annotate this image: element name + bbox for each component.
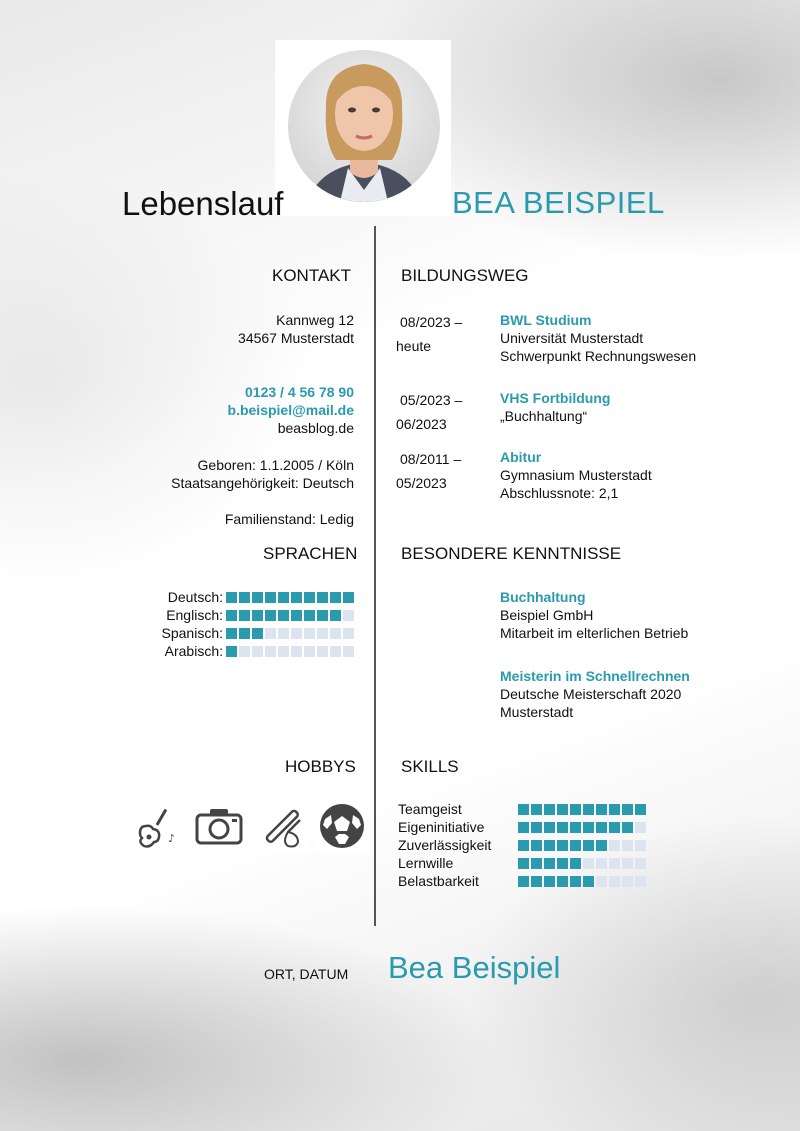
language-label: Arabisch: [164,643,223,659]
level-empty [317,646,328,657]
level-filled [583,840,594,851]
language-row [162,588,354,606]
level-filled [518,804,529,815]
level-filled [252,628,263,639]
skill-level-bar [518,858,646,869]
heading-hobbys: HOBBYS [285,757,356,776]
level-empty [635,840,646,851]
skill-row [398,800,646,818]
level-filled [622,822,633,833]
language-row [162,606,354,624]
level-filled [635,804,646,815]
skill-label: Belastbarkeit [398,873,479,889]
date-to: 05/2023 [396,475,447,491]
level-empty [622,858,633,869]
heading-skills: SKILLS [401,757,459,776]
skill-row [398,818,646,836]
knowledge-line2: Musterstadt [500,704,574,720]
skill-row [398,872,646,890]
education-line2: Schwerpunkt Rechnungswesen [500,348,697,364]
level-filled [304,610,315,621]
level-empty [596,858,607,869]
level-empty [343,628,354,639]
level-empty [239,646,250,657]
level-filled [557,804,568,815]
level-filled [317,610,328,621]
profile-photo [288,50,440,202]
heading-bildungsweg: BILDUNGSWEG [401,266,529,285]
skill-row [398,836,646,854]
education-entry [500,311,696,365]
level-empty [278,646,289,657]
knowledge-line1: Deutsche Meisterschaft 2020 [500,686,682,702]
skill-level-bar [518,804,646,815]
language-label: Spanisch: [161,625,223,641]
level-filled [239,628,250,639]
language-level-bar [226,610,354,621]
level-empty [343,610,354,621]
knowledge-entry [500,588,688,642]
level-filled [343,592,354,603]
language-level-bar [226,628,354,639]
level-filled [304,592,315,603]
soccer-ball-icon [314,798,370,854]
contact-street: Kannweg 12 [276,312,354,328]
contact-city: 34567 Musterstadt [238,330,354,346]
level-filled [518,822,529,833]
level-filled [239,592,250,603]
education-entry [500,448,652,502]
place-date-label: ORT, DATUM [264,966,349,982]
language-row [162,642,354,660]
date-to: heute [396,338,432,354]
skill-level-bar [518,822,646,833]
level-filled [570,822,581,833]
signature: Bea Beispiel [388,950,561,985]
level-empty [609,858,620,869]
level-empty [609,840,620,851]
education-entry [500,389,610,425]
level-filled [226,592,237,603]
level-filled [570,840,581,851]
education-title: BWL Studium [500,312,592,328]
knowledge-title: Buchhaltung [500,589,586,605]
personal-info [171,456,354,492]
education-line1: „Buchhaltung“ [500,408,588,424]
level-filled [544,822,555,833]
family-status: Familienstand: Ledig [224,511,354,527]
education-dates [396,450,476,492]
skills-list [398,800,646,890]
skill-level-bar [518,876,646,887]
level-filled [557,840,568,851]
level-empty [622,876,633,887]
education-dates [396,391,476,433]
language-label: Englisch: [166,607,223,623]
level-filled [531,840,542,851]
level-empty [596,876,607,887]
level-empty [635,822,646,833]
level-empty [609,876,620,887]
person-name: BEA BEISPIEL [452,185,665,220]
date-from: 08/2023 – [400,314,463,330]
level-empty [583,858,594,869]
skill-label: Eigeninitiative [398,819,485,835]
contact-phone[interactable]: 0123 / 4 56 78 90 [245,384,354,400]
education-dates [396,313,476,355]
level-filled [239,610,250,621]
level-filled [226,610,237,621]
heading-kenntnisse: BESONDERE KENNTNISSE [401,544,622,563]
skill-label: Teamgeist [398,801,462,817]
level-empty [330,646,341,657]
page-title: Lebenslauf [122,185,284,222]
contact-email[interactable]: b.beispiel@mail.de [227,402,354,418]
level-filled [531,858,542,869]
education-title: VHS Fortbildung [500,390,611,406]
birth-info: Geboren: 1.1.2005 / Köln [197,457,354,473]
level-filled [544,840,555,851]
education-line2: Abschlussnote: 2,1 [500,485,619,501]
level-filled [531,876,542,887]
level-filled [330,592,341,603]
level-filled [570,858,581,869]
level-empty [622,840,633,851]
date-from: 08/2011 – [400,451,462,467]
contact-details [228,383,354,437]
level-filled [557,876,568,887]
level-filled [317,592,328,603]
level-filled [226,628,237,639]
language-row [162,624,354,642]
language-label: Deutsch: [167,589,223,605]
level-empty [304,646,315,657]
center-divider [374,226,376,926]
level-empty [291,628,302,639]
heading-kontakt: KONTAKT [272,266,352,285]
level-filled [265,592,276,603]
heading-sprachen: SPRACHEN [263,544,358,563]
level-filled [570,876,581,887]
level-filled [531,822,542,833]
level-filled [531,804,542,815]
language-level-bar [226,646,354,657]
level-empty [635,876,646,887]
level-filled [518,840,529,851]
level-empty [304,628,315,639]
level-filled [330,610,341,621]
level-filled [557,822,568,833]
level-empty [635,858,646,869]
contact-web[interactable]: beasblog.de [277,420,354,436]
level-filled [226,646,237,657]
knowledge-entry [500,667,690,721]
level-filled [596,822,607,833]
contact-address [238,311,354,347]
level-filled [583,804,594,815]
level-empty [291,646,302,657]
date-from: 05/2023 – [400,392,463,408]
guitar-icon [128,798,184,854]
education-line1: Gymnasium Musterstadt [500,467,652,483]
hobby-icons [128,798,370,854]
skill-level-bar [518,840,646,851]
level-filled [278,592,289,603]
level-filled [557,858,568,869]
level-filled [544,876,555,887]
knowledge-title: Meisterin im Schnellrechnen [500,668,690,684]
date-to: 06/2023 [396,416,447,432]
level-filled [278,610,289,621]
level-filled [583,822,594,833]
level-empty [343,646,354,657]
level-filled [622,804,633,815]
education-title: Abitur [500,449,542,465]
level-filled [518,876,529,887]
level-empty [265,646,276,657]
baking-icon [254,798,310,854]
level-filled [265,610,276,621]
level-filled [291,610,302,621]
skill-row [398,854,646,872]
education-line1: Universität Musterstadt [500,330,644,346]
level-filled [518,858,529,869]
level-filled [609,822,620,833]
knowledge-line2: Mitarbeit im elterlichen Betrieb [500,625,689,641]
level-empty [317,628,328,639]
level-filled [544,858,555,869]
level-empty [330,628,341,639]
level-filled [544,804,555,815]
level-empty [265,628,276,639]
level-empty [252,646,263,657]
svg-text:♪: ♪ [168,832,176,845]
nationality-info: Staatsangehörigkeit: Deutsch [171,475,354,491]
knowledge-line1: Beispiel GmbH [500,607,594,623]
language-level-bar [226,592,354,603]
level-filled [609,804,620,815]
level-empty [278,628,289,639]
level-filled [252,610,263,621]
camera-icon [188,798,250,854]
level-filled [596,804,607,815]
language-list [162,588,354,660]
level-filled [583,876,594,887]
level-filled [252,592,263,603]
level-filled [570,804,581,815]
skill-label: Lernwille [398,855,454,871]
level-filled [596,840,607,851]
skill-label: Zuverlässigkeit [398,837,492,853]
level-filled [291,592,302,603]
